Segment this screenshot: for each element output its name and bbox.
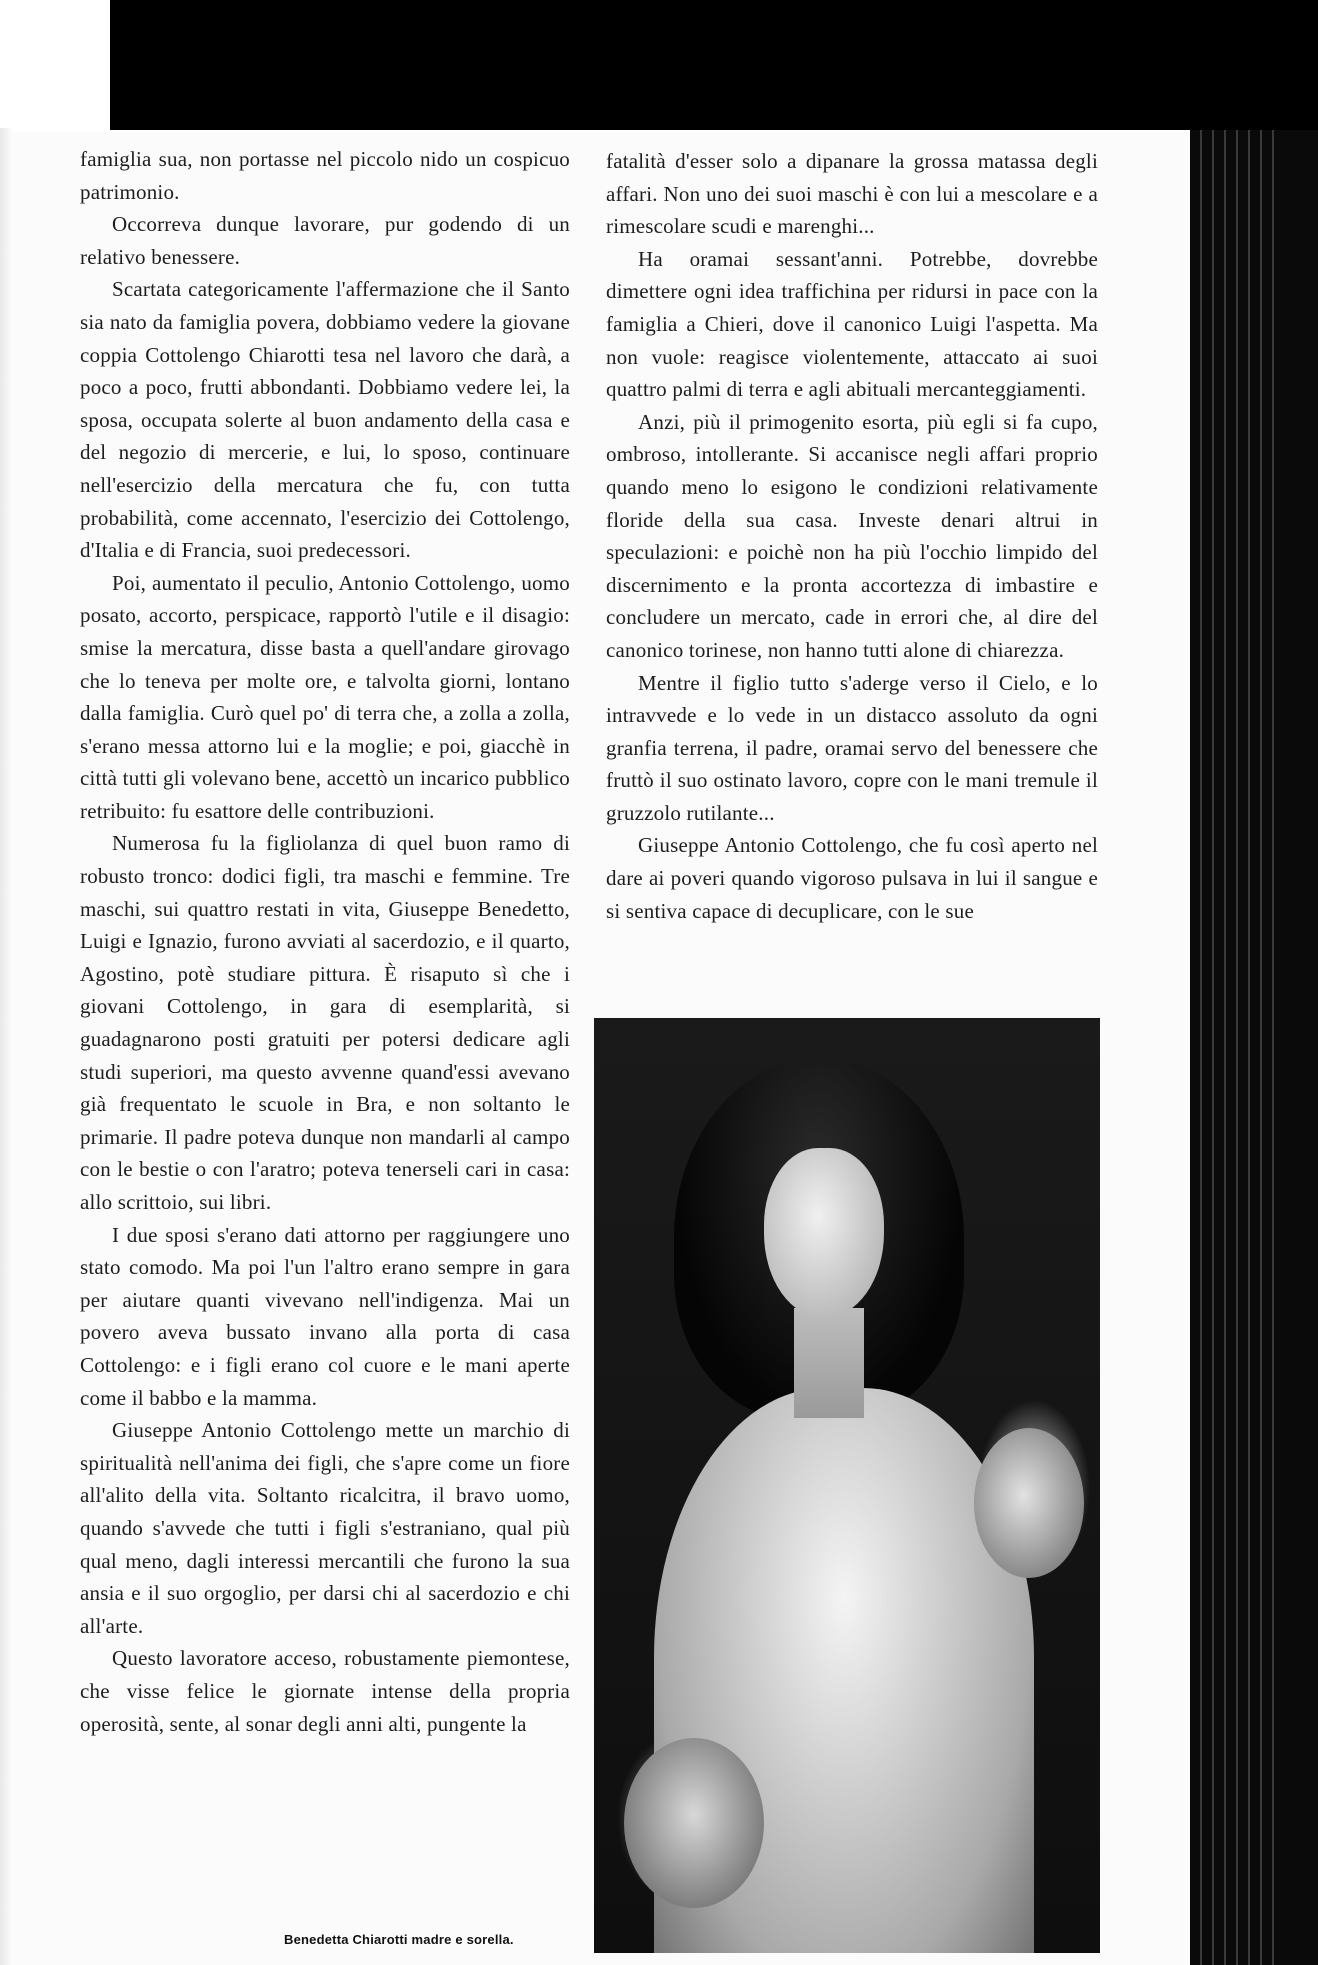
paragraph: Giuseppe Antonio Cottolengo mette un marchio di spiritualità nell'anima dei figli, che s'apre come un fiore all'alito della vita. Soltanto ricalcitra, il bravo uomo, quando s'avvede che tutti i figli s'estraniano, qual più qual meno, dagli interessi mercantili che furono la sua ansia e il suo orgoglio, per darsi chi al sacerdozio e chi all'arte.	[80, 1418, 570, 1638]
painting-photo	[594, 1018, 1100, 1953]
paragraph: Poi, aumentato il peculio, Antonio Cottolengo, uomo posato, accorto, perspicace, rapportò l'utile e il disagio: smise la mercatura, disse basta a quell'andare girovago che lo teneva per molte ore, e talvolta giorni, lontano dalla famiglia. Curò quel po' di terra che, a zolla a zolla, s'erano messa attorno lui e la moglie; e poi, giacchè in città tutti gli volevano bene, accettò un incarico pubblico retribuito: fu esattore delle contribuzioni.	[80, 570, 570, 823]
paragraph: Giuseppe Antonio Cottolengo, che fu così aperto nel dare ai poveri quando vigoroso pulsava in lui il sangue e si sentiva capace di decuplicare, con le sue	[606, 833, 1098, 923]
scan-corner	[0, 0, 110, 135]
paragraph: Occorreva dunque lavorare, pur godendo di un relativo benessere.	[80, 212, 570, 269]
book-edge	[1190, 130, 1318, 1965]
paragraph: fatalità d'esser solo a dipanare la grossa matassa degli affari. Non uno dei suoi maschi è con lui a mescolare e a rimescolare scudi e marenghi...	[606, 149, 1098, 239]
paragraph: famiglia sua, non portasse nel piccolo nido un cospicuo patrimonio.	[80, 147, 570, 204]
page-gutter-shade	[0, 128, 14, 1965]
book-page	[14, 132, 1190, 1965]
paragraph: Anzi, più il primogenito esorta, più egli si fa cupo, ombroso, intollerante. Si accanisce negli affari proprio quando meno lo esigono le condizioni relativamente floride della sua casa. Investe denari altrui in speculazioni: e poichè non ha più l'occhio limpido del discernimento e la pronta accortezza di imbastire e concludere un mercato, cade in errori che, al dire del canonico torinese, non hanno tutti alone di chiarezza.	[606, 409, 1098, 662]
right-text-column	[606, 145, 1098, 927]
paragraph: I due sposi s'erano dati attorno per raggiungere uno stato comodo. Ma poi l'un l'altro erano sempre in gara per aiutare quanti vivevano nell'indigenza. Mai un povero aveva bussato invano alla porta di casa Cottolengo: e i figli erano col cuore e le mani aperte come il babbo e la mamma.	[80, 1222, 570, 1410]
scan-border-top	[0, 0, 1318, 130]
figure-caption: Benedetta Chiarotti madre e sorella.	[284, 1932, 514, 1947]
figure-face	[764, 1148, 884, 1318]
child-figure-right	[974, 1428, 1084, 1578]
paragraph: Ha oramai sessant'anni. Potrebbe, dovrebbe dimettere ogni idea traffichina per ridursi in pace con la famiglia a Chieri, dove il canonico Luigi l'aspetta. Ma non vuole: reagisce violentemente, attaccato ai suoi quattro palmi di terra e agli abituali mercanteggiamenti.	[606, 246, 1098, 402]
figure-neck	[794, 1308, 864, 1418]
paragraph: Mentre il figlio tutto s'aderge verso il Cielo, e lo intravvede e lo vede in un distacco assoluto da ogni granfia terrena, il padre, oramai servo del benessere che fruttò il suo ostinato lavoro, copre con le mani tremule il gruzzolo rutilante...	[606, 670, 1098, 825]
left-text-column	[80, 143, 570, 1740]
child-figure-left	[624, 1738, 764, 1908]
paragraph: Questo lavoratore acceso, robustamente piemontese, che visse felice le giornate intense della propria operosità, sente, al sonar degli anni alti, pungente la	[80, 1646, 570, 1736]
paragraph: Numerosa fu la figliolanza di quel buon ramo di robusto tronco: dodici figli, tra maschi e femmine. Tre maschi, sui quattro restati in vita, Giuseppe Benedetto, Luigi e Ignazio, furono avviati al sacerdozio, e il quarto, Agostino, potè studiare pittura. È risaputo sì che i giovani Cottolengo, in gara di esemplarità, si guadagnarono posti gratuiti per potersi dedicare agli studi superiori, ma questo avvenne quand'essi avevano già frequentato le scuole in Bra, e non soltanto le primarie. Il padre poteva dunque non mandarli al campo con le bestie o con l'aratro; poteva tenerseli cari in casa: allo scrittoio, sui libri.	[80, 831, 570, 1214]
paragraph: Scartata categoricamente l'affermazione che il Santo sia nato da famiglia povera, dobbiamo vedere la giovane coppia Cottolengo Chiarotti tesa nel lavoro che darà, a poco a poco, frutti abbondanti. Dobbiamo vedere lei, la sposa, occupata solerte al buon andamento della casa e del negozio di mercerie, e lui, lo sposo, continuare nell'esercizio della mercatura che fu, con tutta probabilità, come accennato, l'esercizio dei Cottolengo, d'Italia e di Francia, suoi predecessori.	[80, 277, 570, 563]
